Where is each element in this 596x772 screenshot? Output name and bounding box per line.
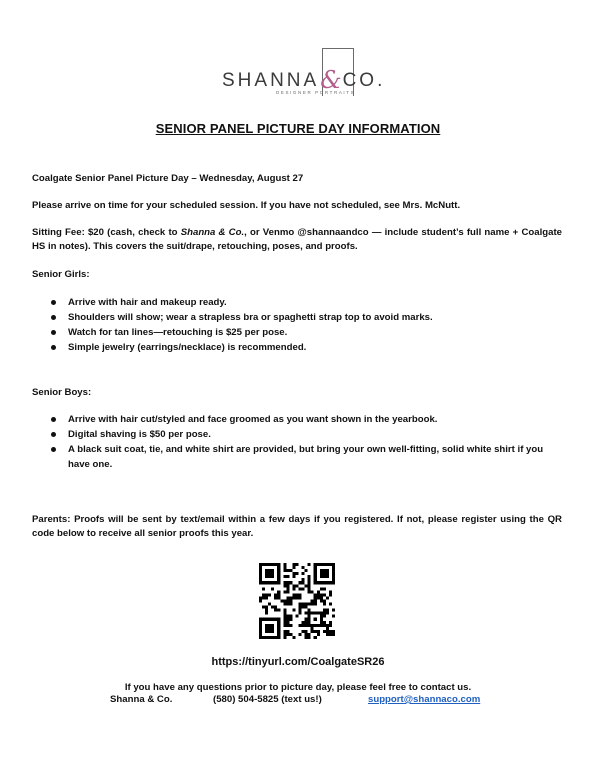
- list-item: A black suit coat, tie, and white shirt are provided, but bring your own well-fitting, solid white shirt if you have one.: [50, 442, 562, 472]
- logo-brand-left: SHANNA: [222, 70, 320, 91]
- qr-code-icon[interactable]: [259, 563, 335, 639]
- contact-line: If you have any questions prior to picture day, please feel free to contact us.: [124, 682, 472, 693]
- contact-name: Shanna & Co.: [110, 694, 173, 705]
- list-item: Arrive with hair cut/styled and face groomed as you want shown in the yearbook.: [50, 412, 562, 427]
- parents-note: Parents: Proofs will be sent by text/email within a few days if you registered. If not, please register using the QR code below to receive all senior proofs this year.: [32, 514, 562, 539]
- girls-heading: Senior Girls:: [32, 269, 90, 280]
- logo-wordmark: [222, 64, 385, 92]
- sitting-fee-before: Sitting Fee: $20 (cash, check to: [32, 227, 181, 238]
- boys-list: [50, 412, 562, 472]
- logo-brand-right: CO.: [342, 70, 386, 91]
- boys-heading: Senior Boys:: [32, 387, 92, 398]
- sitting-fee-payee: Shanna & Co.: [180, 227, 245, 238]
- list-item: Watch for tan lines—retouching is $25 per pose.: [50, 325, 562, 340]
- list-item: Arrive with hair and makeup ready.: [50, 295, 562, 310]
- contact-email-link[interactable]: support@shannaco.com: [368, 694, 481, 705]
- list-item: Digital shaving is $50 per pose.: [50, 427, 562, 442]
- contact-phone: (580) 504-5825 (text us!): [213, 694, 322, 705]
- event-line: Coalgate Senior Panel Picture Day – Wednesday, August 27: [32, 173, 304, 184]
- logo-tagline: DESIGNER PORTRAITS: [276, 90, 356, 95]
- girls-list: [50, 295, 562, 355]
- shanna-co-logo: [218, 48, 386, 104]
- registration-url[interactable]: https://tinyurl.com/CoalgateSR26: [211, 656, 385, 668]
- arrival-line: Please arrive on time for your scheduled session. If you have not scheduled, see Mrs. McNutt.: [32, 200, 461, 211]
- sitting-fee-paragraph: [32, 226, 562, 254]
- logo-ampersand: &: [320, 66, 342, 94]
- list-item: Shoulders will show; wear a strapless bra or spaghetti strap top to avoid marks.: [50, 310, 562, 325]
- page-title: SENIOR PANEL PICTURE DAY INFORMATION: [155, 121, 441, 136]
- list-item: Simple jewelry (earrings/necklace) is recommended.: [50, 340, 562, 355]
- sitting-fee-after: , or Venmo @shannaandco — include student’s full name + Coalgate HS in notes). This covers the suit/drape, retouching, poses, and proofs.: [32, 227, 562, 252]
